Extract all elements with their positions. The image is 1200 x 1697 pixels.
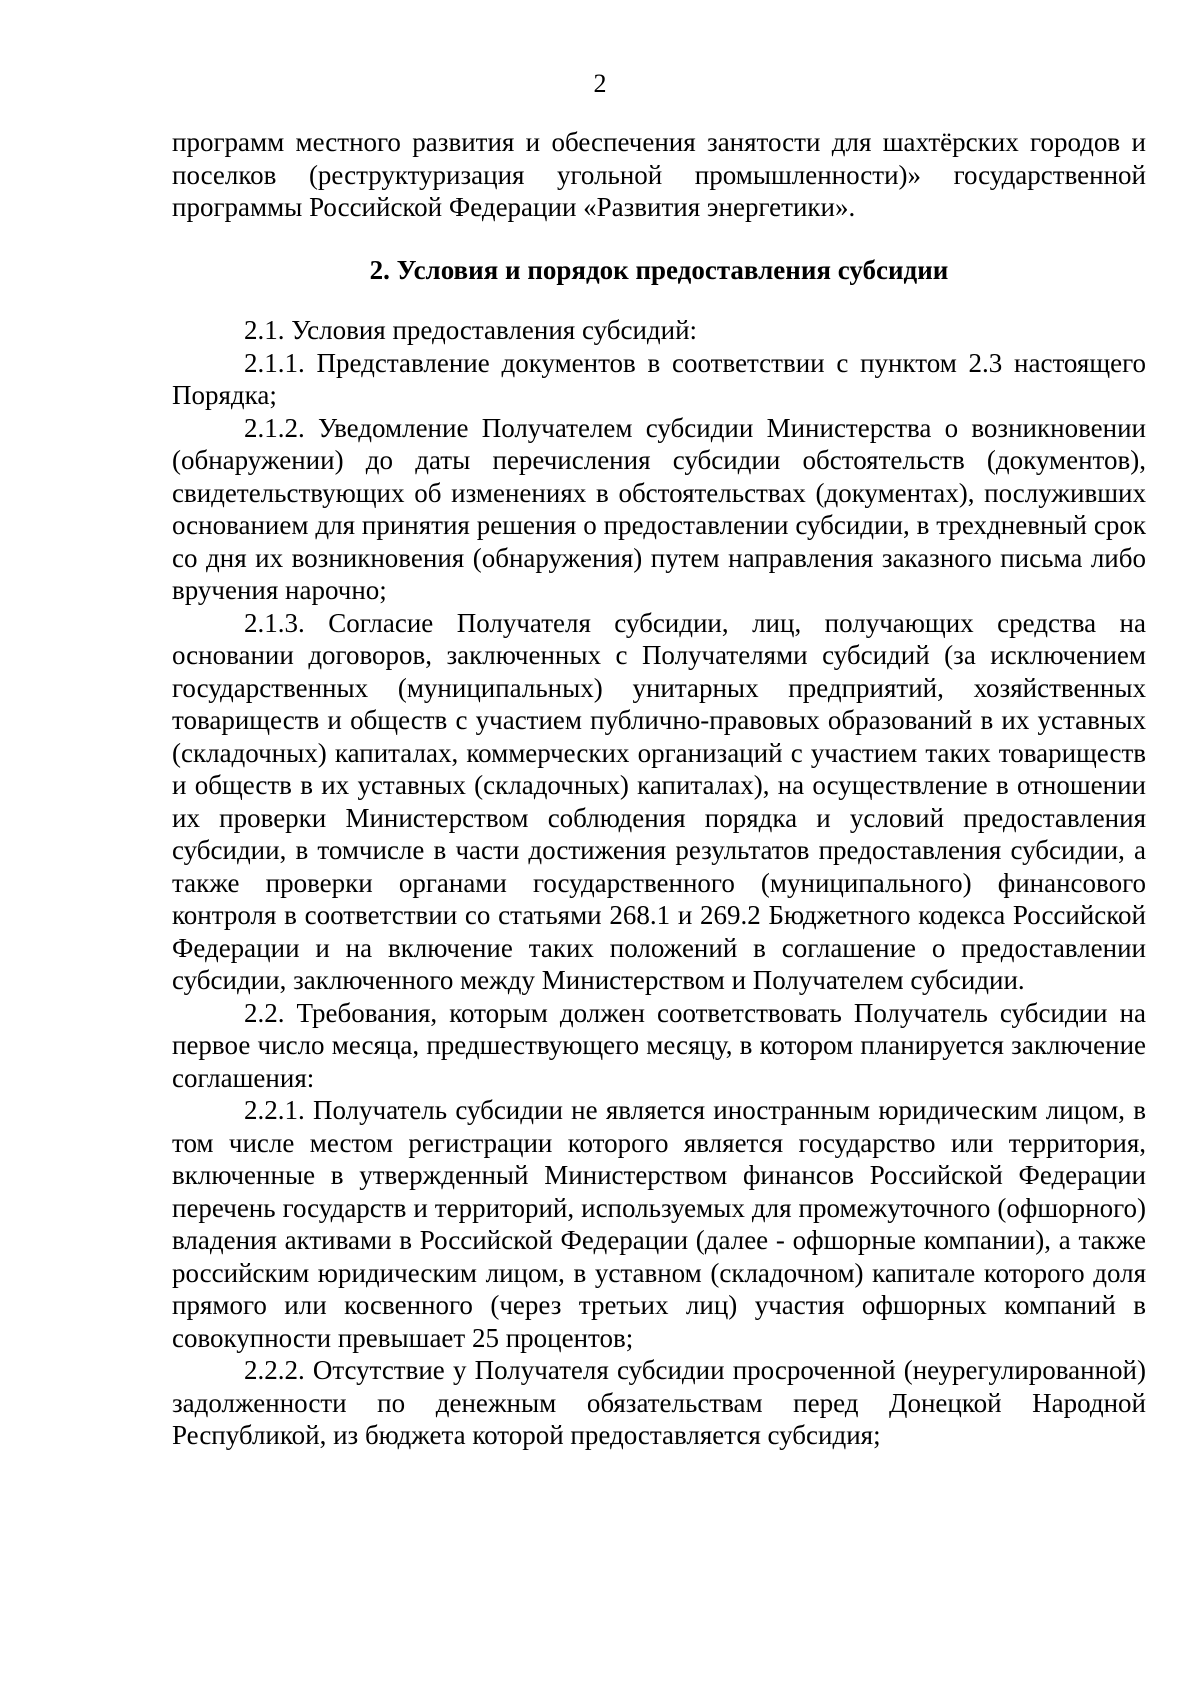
paragraph-2-2-1: 2.2.1. Получатель субсидии не является иностранным юридическим лицом, в том числе местом регистрации которого является государство или территория, включенные в утвержденный Министерством финансов Российской Федерации перечень государств и территорий, используемых для промежуточного (офшорного) владения активами в Российской Федерации (далее - офшорные компании), а также российским юридическим лицом, в уставном (складочном) капитале которого доля прямого или косвенного (через третьих лиц) участия офшорных компаний в совокупности превышает 25 процентов; (172, 1095, 1146, 1353)
paragraph-2-1: 2.1. Условия предоставления субсидий: (244, 315, 698, 345)
document-body (172, 126, 1146, 1452)
paragraph-2-2: 2.2. Требования, которым должен соответствовать Получатель субсидии на первое число месяца, предшествующего месяцу, в котором планируется заключение соглашения: (172, 997, 1146, 1093)
section-heading: 2. Условия и порядок предоставления субсидии (369, 254, 949, 285)
paragraph-2-1-2: 2.1.2. Уведомление Получателем субсидии Министерства о возникновении (обнаружении) до даты перечисления субсидии обстоятельств (документов), свидетельствующих об изменениях в обстоятельствах (документах), послуживших основанием для принятия решения о предоставлении субсидии, в трехдневный срок со дня их возникновения (обнаружения) путем направления заказного письма либо вручения нарочно; (172, 412, 1146, 605)
paragraph-2-1-1: 2.1.1. Представление документов в соответствии с пунктом 2.3 настоящего Порядка; (172, 347, 1146, 410)
page-number: 2 (593, 69, 607, 98)
paragraph-2-2-2: 2.2.2. Отсутствие у Получателя субсидии просроченной (неурегулированной) задолженности по денежным обязательствам перед Донецкой Народной Республикой, из бюджета которой предоставляется субсидия; (172, 1355, 1146, 1450)
paragraph-continuation: программ местного развития и обеспечения занятости для шахтёрских городов и поселков (реструктуризация угольной промышленности)» государственной программы Российской Федерации «Развития энергетики». (172, 127, 1146, 222)
paragraph-2-1-3: 2.1.3. Согласие Получателя субсидии, лиц, получающих средства на основании договоров, заключенных с Получателями субсидий (за исключением государственных (муниципальных) унитарных предприятий, хозяйственных товариществ и обществ с участием публично-правовых образований в их уставных (складочных) капиталах, коммерческих организаций с участием таких товариществ и обществ в их уставных (складочных) капиталах), на осуществление в отношении их проверки Министерством соблюдения порядка и условий предоставления субсидии, в томчисле в части достижения результатов предоставления субсидии, а также проверки органами государственного (муниципального) финансового контроля в соответствии со статьями 268.1 и 269.2 Бюджетного кодекса Российской Федерации и на включение таких положений в соглашение о предоставлении субсидии, заключенного между Министерством и Получателем субсидии. (172, 607, 1146, 995)
